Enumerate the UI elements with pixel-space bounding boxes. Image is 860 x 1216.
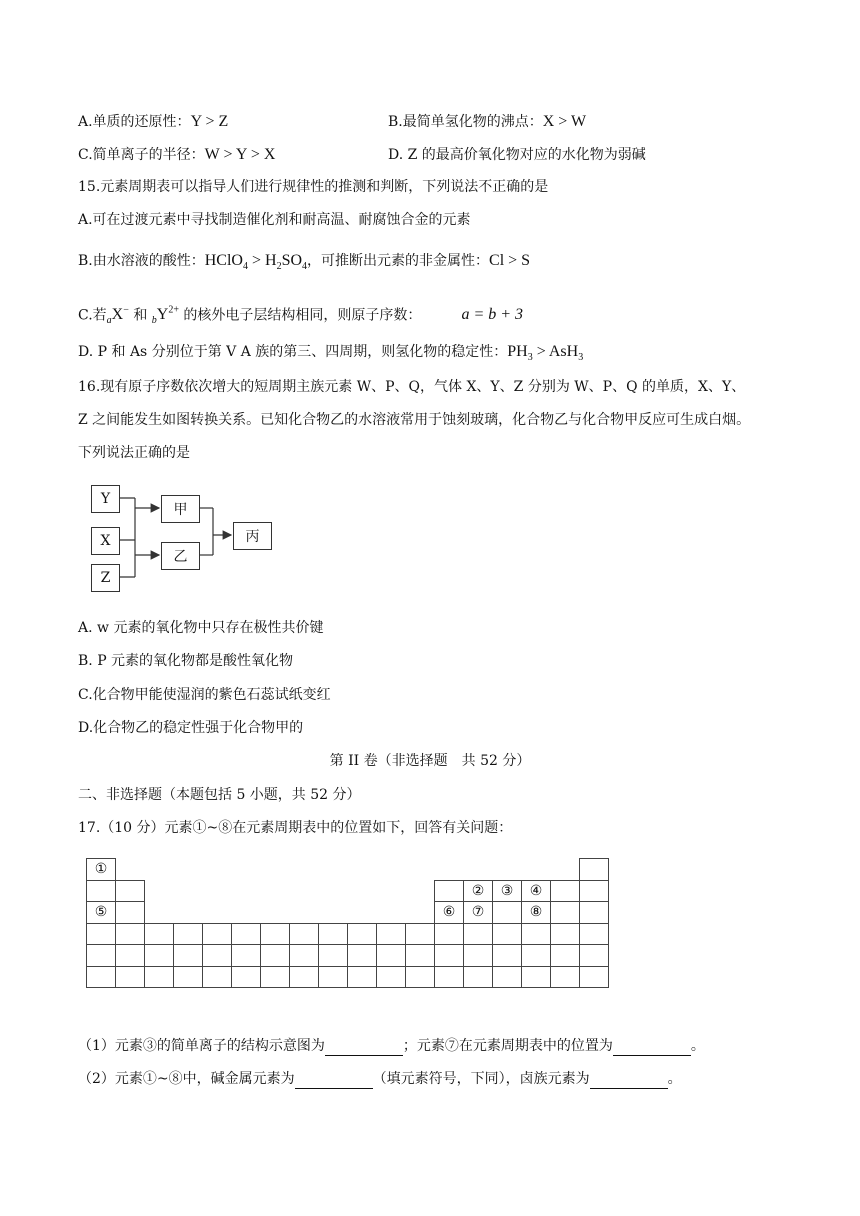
q16-option-c: C.化合物甲能使湿润的紫色石蕊试纸变红 <box>78 687 331 703</box>
periodic-cell <box>115 923 145 946</box>
periodic-cell <box>434 923 464 946</box>
periodic-cell <box>376 923 406 946</box>
periodic-cell <box>405 944 435 967</box>
periodic-cell-element-4: ④ <box>521 880 551 903</box>
diagram-node-bing: 丙 <box>233 522 272 550</box>
periodic-cell-element-2: ② <box>463 880 493 903</box>
periodic-cell <box>550 923 580 946</box>
answer-blank-alkali-metal[interactable] <box>295 1074 373 1089</box>
periodic-cell <box>260 966 290 989</box>
q16-option-d: D.化合物乙的稳定性强于化合物甲的 <box>78 720 304 736</box>
periodic-cell-element-3: ③ <box>492 880 522 903</box>
periodic-cell <box>550 966 580 989</box>
periodic-cell <box>492 923 522 946</box>
q17-part2: （2）元素①~⑧中，碱金属元素为 （填元素符号，下同），卤族元素为 。 <box>78 1071 682 1087</box>
q16-stem-line1: 16.现有原子序数依次增大的短周期主族元素 W、P、Q，气体 X、Y、Z 分别为 W、P、Q 的单质，X、Y、 <box>78 379 746 395</box>
periodic-cell <box>405 923 435 946</box>
diagram-node-jia: 甲 <box>161 495 200 523</box>
periodic-cell <box>492 944 522 967</box>
periodic-table-grid <box>86 858 608 988</box>
periodic-cell <box>318 923 348 946</box>
periodic-cell <box>492 901 522 924</box>
q14-option-c: C.简单离子的半径：W > Y > X <box>78 146 276 163</box>
periodic-cell <box>231 966 261 989</box>
periodic-cell <box>579 858 609 881</box>
periodic-cell <box>289 923 319 946</box>
periodic-cell <box>115 944 145 967</box>
periodic-cell <box>463 966 493 989</box>
periodic-cell <box>463 944 493 967</box>
diagram-node-x: X <box>91 527 120 555</box>
periodic-cell <box>550 944 580 967</box>
periodic-cell <box>492 966 522 989</box>
diagram-node-z: Z <box>91 564 120 592</box>
periodic-cell-element-1: ① <box>86 858 116 881</box>
periodic-cell <box>231 944 261 967</box>
q14-option-d: D. Z 的最高价氧化物对应的水化物为弱碱 <box>388 147 646 163</box>
periodic-cell-element-8: ⑧ <box>521 901 551 924</box>
periodic-cell <box>434 880 464 903</box>
periodic-cell <box>579 923 609 946</box>
periodic-cell <box>405 966 435 989</box>
q15-option-a: A.可在过渡元素中寻找制造催化剂和耐高温、耐腐蚀合金的元素 <box>78 212 471 228</box>
periodic-cell <box>434 944 464 967</box>
q16-option-b: B. P 元素的氧化物都是酸性氧化物 <box>78 653 294 669</box>
periodic-cell <box>318 944 348 967</box>
periodic-cell <box>202 923 232 946</box>
periodic-cell <box>579 880 609 903</box>
periodic-cell <box>463 923 493 946</box>
periodic-cell <box>521 944 551 967</box>
periodic-cell <box>376 944 406 967</box>
q17-stem: 17.（10 分）元素①~⑧在元素周期表中的位置如下，回答有关问题： <box>78 820 513 836</box>
periodic-cell <box>347 966 377 989</box>
periodic-cell <box>173 923 203 946</box>
answer-blank-halogen[interactable] <box>590 1074 668 1089</box>
periodic-cell <box>289 966 319 989</box>
q15-option-b: B.由水溶液的酸性：HClO$_4$ > $H_2SO_4$，可推断出元素的非金属性：Cl > S <box>78 252 531 273</box>
periodic-cell <box>579 966 609 989</box>
q15-option-d: D. P 和 As 分别位于第 V A 族的第三、四周期，则氢化物的稳定性：$PH_3 > AsH_3$ <box>78 343 584 364</box>
q16-conversion-diagram <box>85 478 285 608</box>
periodic-cell <box>202 944 232 967</box>
q16-stem-line3: 下列说法正确的是 <box>78 445 190 461</box>
periodic-cell <box>434 966 464 989</box>
part2-section-heading: 二、非选择题（本题包括 5 小题，共 52 分） <box>78 787 361 803</box>
periodic-cell <box>347 944 377 967</box>
q15-stem: 15.元素周期表可以指导人们进行规律性的推测和判断，下列说法不正确的是 <box>78 179 549 195</box>
q17-part1: （1）元素③的简单离子的结构示意图为 ；元素⑦在元素周期表中的位置为 。 <box>78 1038 705 1054</box>
periodic-cell <box>86 923 116 946</box>
periodic-cell <box>115 901 145 924</box>
periodic-cell <box>289 944 319 967</box>
periodic-cell <box>144 923 174 946</box>
periodic-cell <box>115 966 145 989</box>
answer-blank-element7-position[interactable] <box>613 1041 691 1056</box>
periodic-cell <box>144 944 174 967</box>
periodic-cell <box>579 944 609 967</box>
periodic-cell <box>347 923 377 946</box>
periodic-cell <box>260 944 290 967</box>
periodic-cell <box>550 880 580 903</box>
periodic-cell <box>86 944 116 967</box>
periodic-cell <box>86 966 116 989</box>
periodic-cell-element-6: ⑥ <box>434 901 464 924</box>
periodic-cell <box>521 923 551 946</box>
periodic-cell <box>202 966 232 989</box>
periodic-cell <box>231 923 261 946</box>
periodic-cell <box>376 966 406 989</box>
q14-option-a: A.单质的还原性：Y > Z <box>78 113 229 130</box>
periodic-cell <box>173 966 203 989</box>
diagram-node-yi: 乙 <box>161 542 200 570</box>
periodic-cell <box>579 901 609 924</box>
periodic-cell <box>550 901 580 924</box>
q16-stem-line2: Z 之间能发生如图转换关系。已知化合物乙的水溶液常用于蚀刻玻璃，化合物乙与化合物甲反应可生成白烟。 <box>78 412 751 428</box>
periodic-cell-element-7: ⑦ <box>463 901 493 924</box>
periodic-cell-element-5: ⑤ <box>86 901 116 924</box>
periodic-cell <box>521 966 551 989</box>
diagram-node-y: Y <box>91 485 120 513</box>
periodic-cell <box>318 966 348 989</box>
q16-option-a: A. w 元素的氧化物中只存在极性共价键 <box>78 620 324 636</box>
q14-option-b: B.最简单氢化物的沸点：X > W <box>388 113 587 130</box>
periodic-cell <box>173 944 203 967</box>
part2-title: 第 II 卷（非选择题 共 52 分） <box>329 753 531 769</box>
periodic-cell <box>115 880 145 903</box>
periodic-cell <box>260 923 290 946</box>
answer-blank-ion-diagram[interactable] <box>325 1041 403 1056</box>
q15-option-c: C.若$_a$X− 和 $_bY^{2+}$ 的核外电子层结构相同，则原子序数： a = b + 3 <box>78 305 524 327</box>
periodic-cell <box>86 880 116 903</box>
periodic-cell <box>144 966 174 989</box>
